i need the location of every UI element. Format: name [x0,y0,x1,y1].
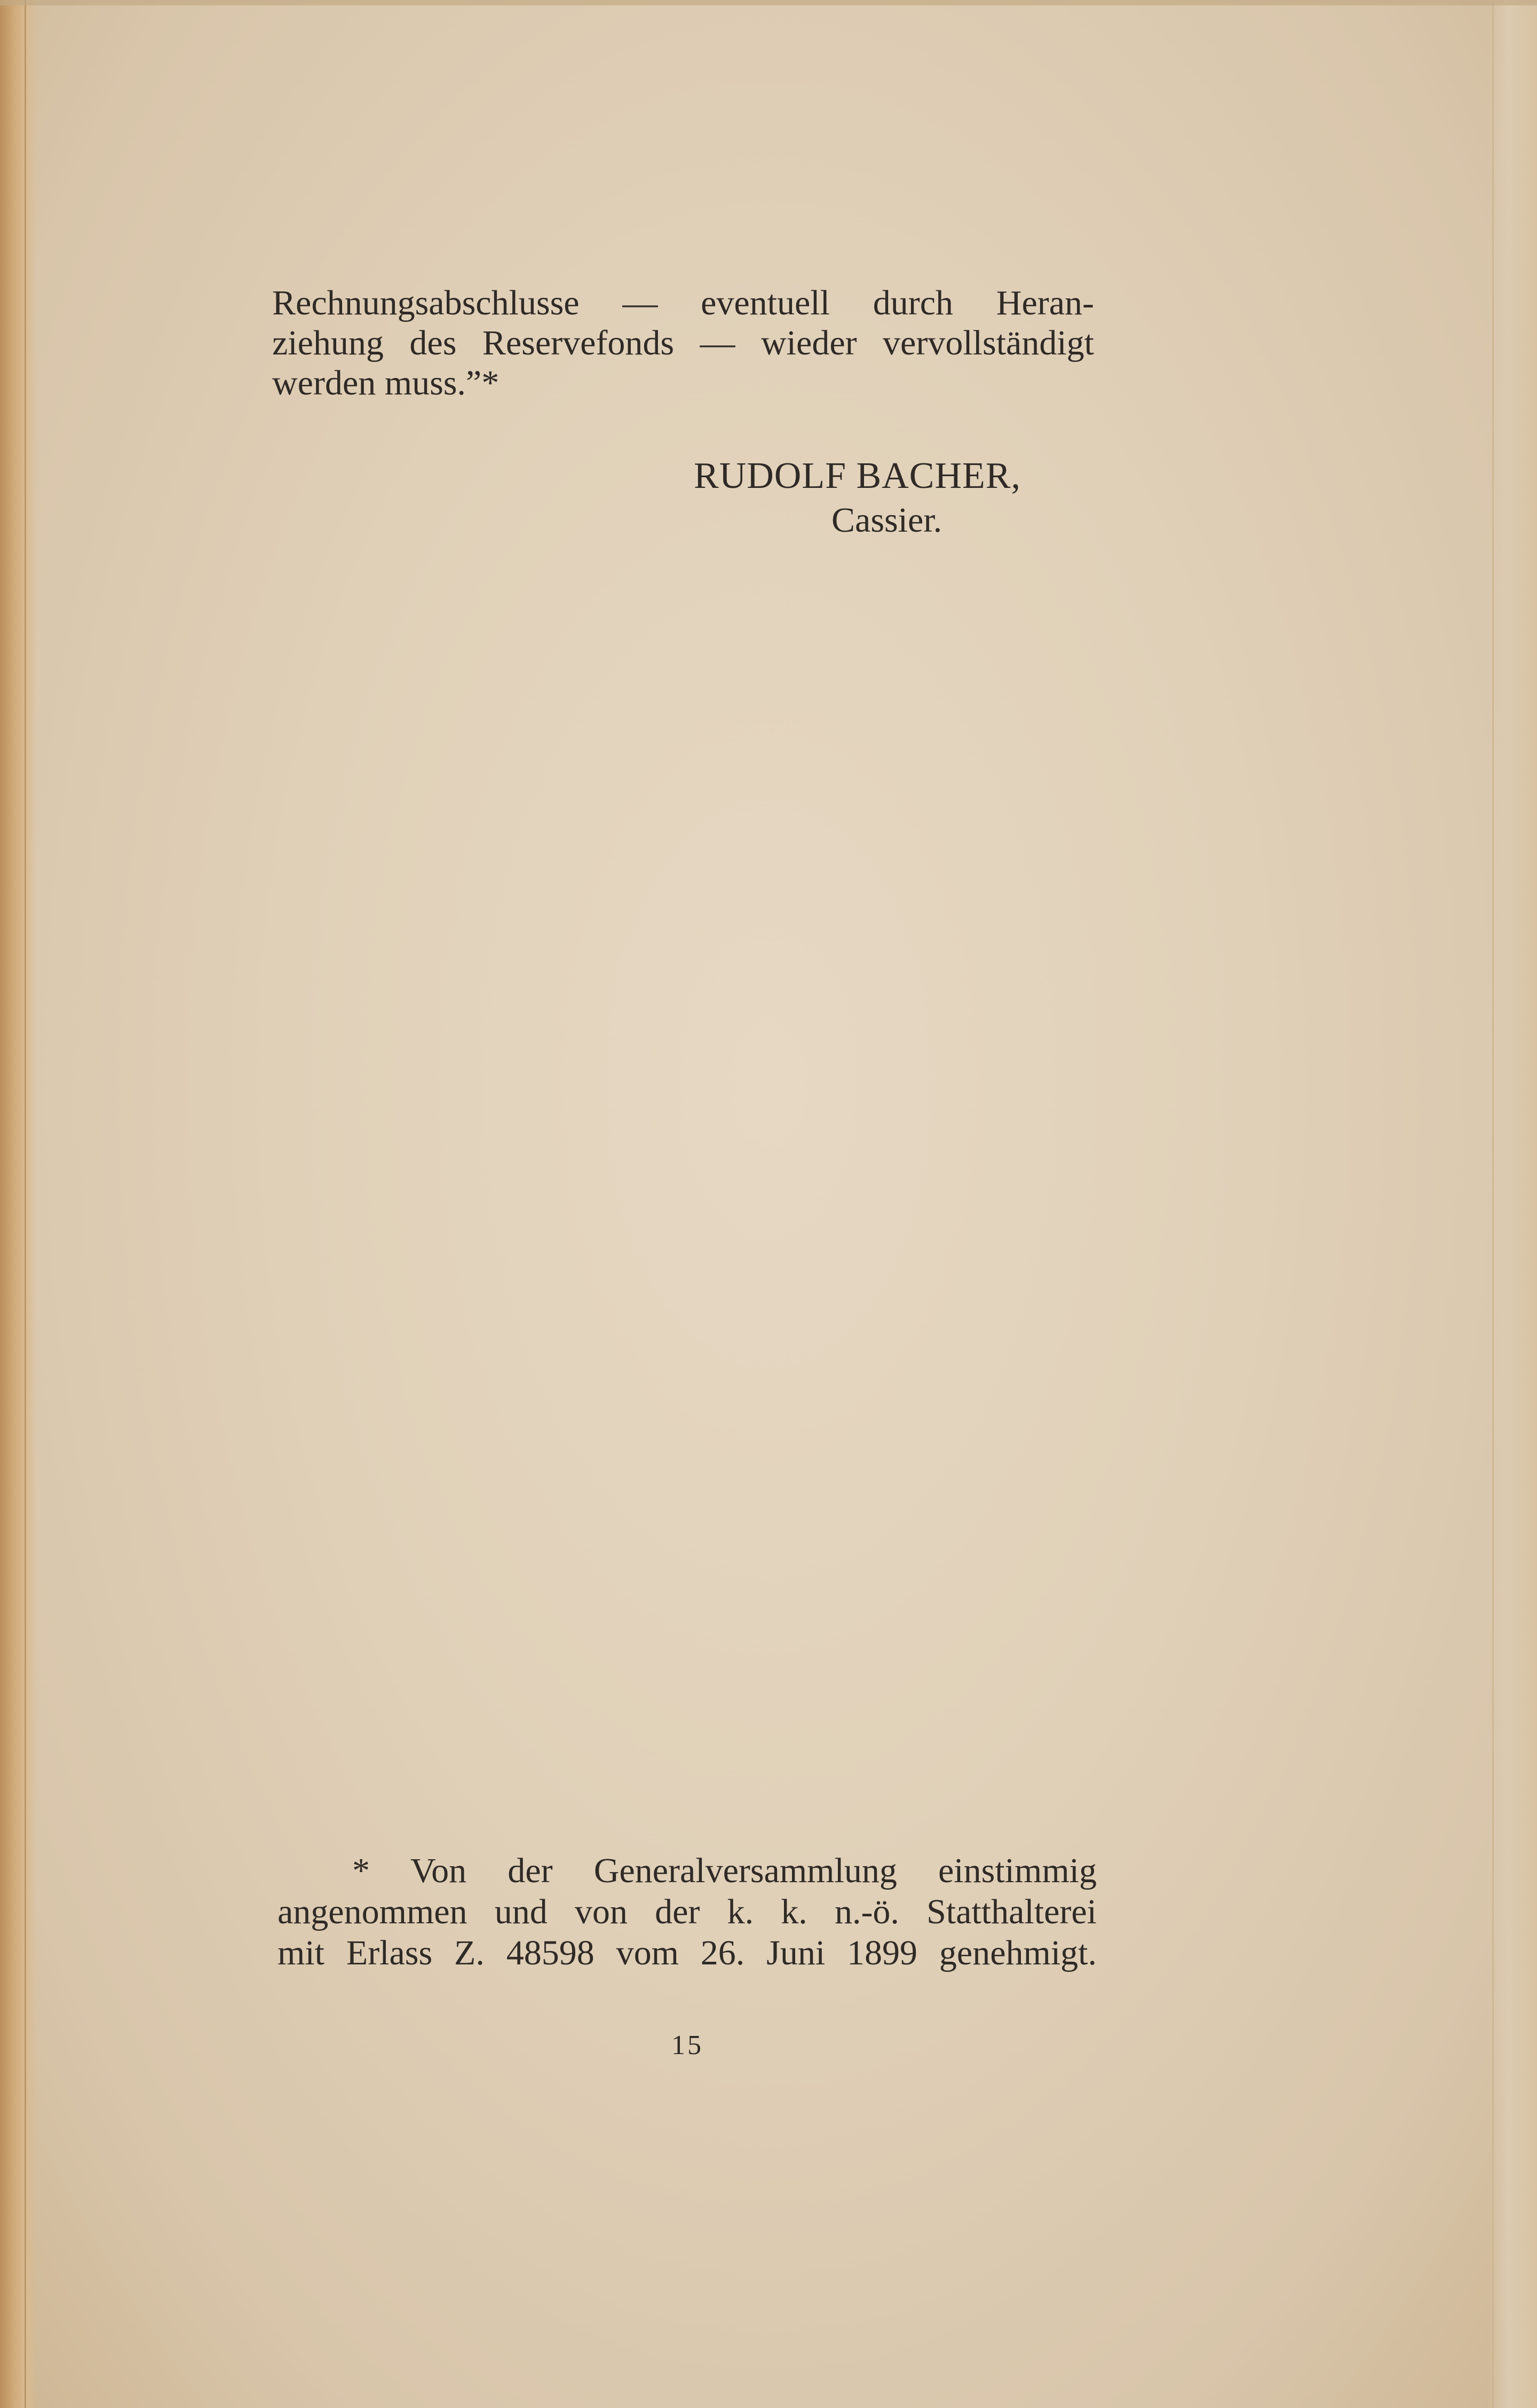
page-top-edge [0,0,1537,5]
footnote-line-1: * Von der Generalversammlung einstimmig [352,1851,1097,1890]
paragraph-line-1: Rechnungsabschlusse — eventuell durch Heran‑ [272,283,1094,322]
deckled-edge-line [1492,0,1494,2408]
footnote-line-3: mit Erlass Z. 48598 vom 26. Juni 1899 genehmigt. [278,1933,1097,1972]
signature-title: Cassier. [831,501,942,540]
paragraph-line-3: werden muss.”* [272,364,500,402]
page-number: 15 [671,2030,703,2060]
footnote-line-2: angenommen und von der k. k. n.-ö. Statthalterei [278,1892,1097,1931]
signature-name: RUDOLF BACHER, [694,455,1021,496]
gutter-fold-line [25,0,26,2408]
paragraph-line-2: ziehung des Reservefonds — wieder vervollständigt [272,323,1094,362]
page-gutter [0,0,37,2408]
page-right-edge [1489,0,1537,2408]
